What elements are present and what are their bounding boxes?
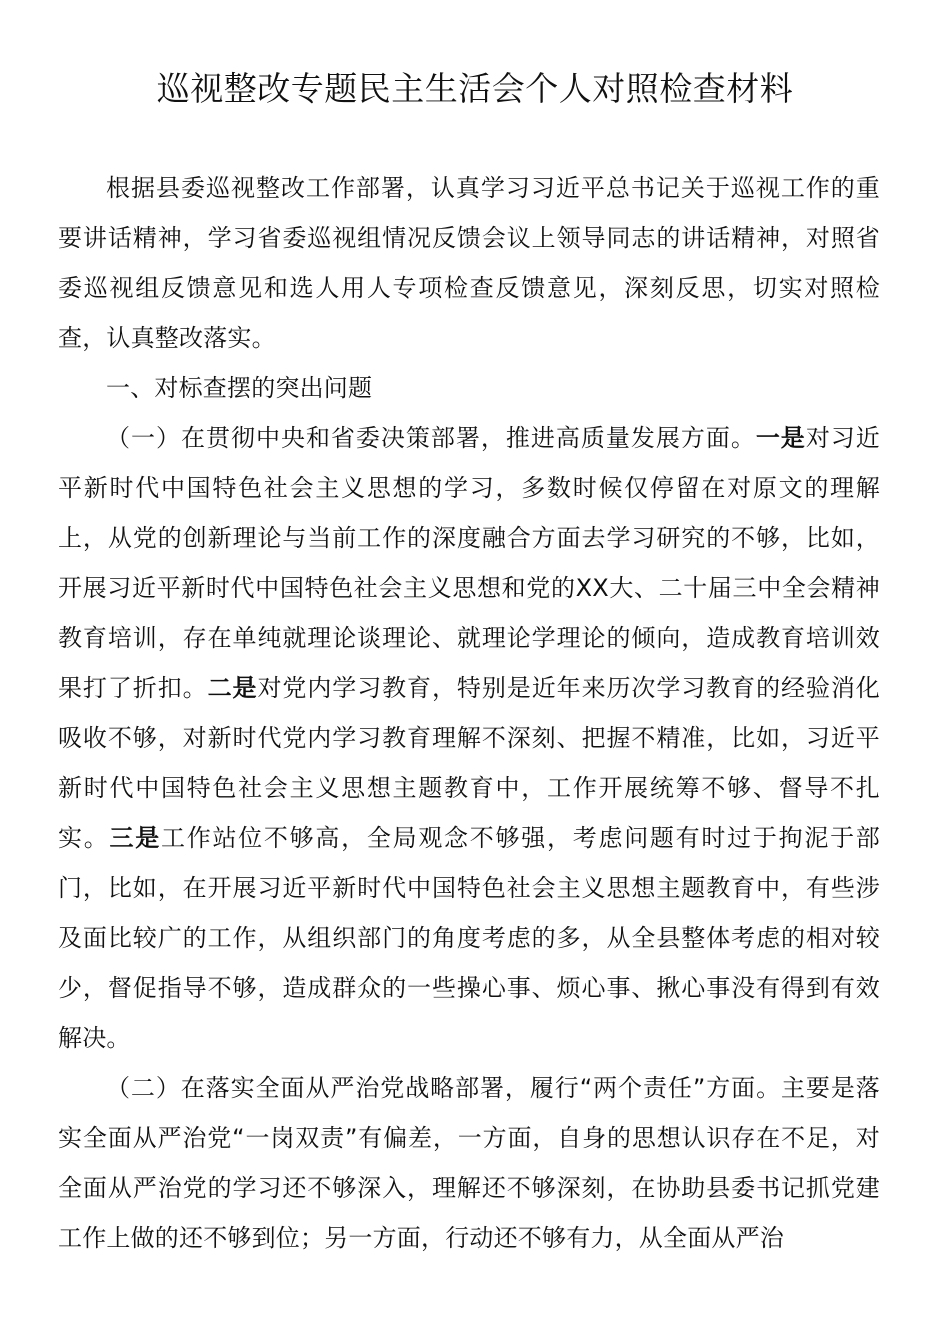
point-1-label: 一是 [755,424,806,452]
document-title: 巡视整改专题民主生活会个人对照检查材料 [156,69,794,108]
document-body [58,163,880,1263]
point-1-text: 对习近平新时代中国特色社会主义思想的学习，多数时候仅停留在对原文的理解上，从党的创新理论与当前工作的深度融合方面去学习研究的不够，比如，开展习近平新时代中国特色社会主义思想和党的XX大、二十届三中全会精神教育培训，存在单纯就理论谈理论、就理论学理论的倾向，造成教育培训效果打了折扣。 [58,424,880,702]
item-1-paragraph [58,413,880,1063]
section-heading: 一、对标查摆的突出问题 [106,374,373,402]
point-2-text: 对党内学习教育，特别是近年来历次学习教育的经验消化吸收不够，对新时代党内学习教育理解不深刻、把握不精准，比如，习近平新时代中国特色社会主义思想主题教育中，工作开展统筹不够、督导不扎实。 [58,674,881,852]
item-1-lead: （一）在贯彻中央和省委决策部署，推进高质量发展方面。 [106,424,756,452]
point-3-text: 工作站位不够高，全局观念不够强，考虑问题有时过于拘泥于部门，比如，在开展习近平新时代中国特色社会主义思想主题教育中，有些涉及面比较广的工作，从组织部门的角度考虑的多，从全县整体考虑的相对较少，督促指导不够，造成群众的一些操心事、烦心事、揪心事没有得到有效解决。 [58,824,881,1052]
point-3-label: 三是 [109,824,161,852]
intro-paragraph: 根据县委巡视整改工作部署，认真学习习近平总书记关于巡视工作的重要讲话精神，学习省委巡视组情况反馈会议上领导同志的讲话精神，对照省委巡视组反馈意见和选人用人专项检查反馈意见，深刻反思，切实对照检查，认真整改落实。 [58,174,880,352]
point-2-label: 二是 [207,674,258,702]
item-2-paragraph: （二）在落实全面从严治党战略部署，履行“两个责任”方面。主要是落实全面从严治党“一岗双责”有偏差，一方面，自身的思想认识存在不足，对全面从严治党的学习还不够深入，理解还不够深刻，在协助县委书记抓党建工作上做的还不够到位；另一方面，行动还不够有力，从全面从严治 [58,1074,880,1252]
